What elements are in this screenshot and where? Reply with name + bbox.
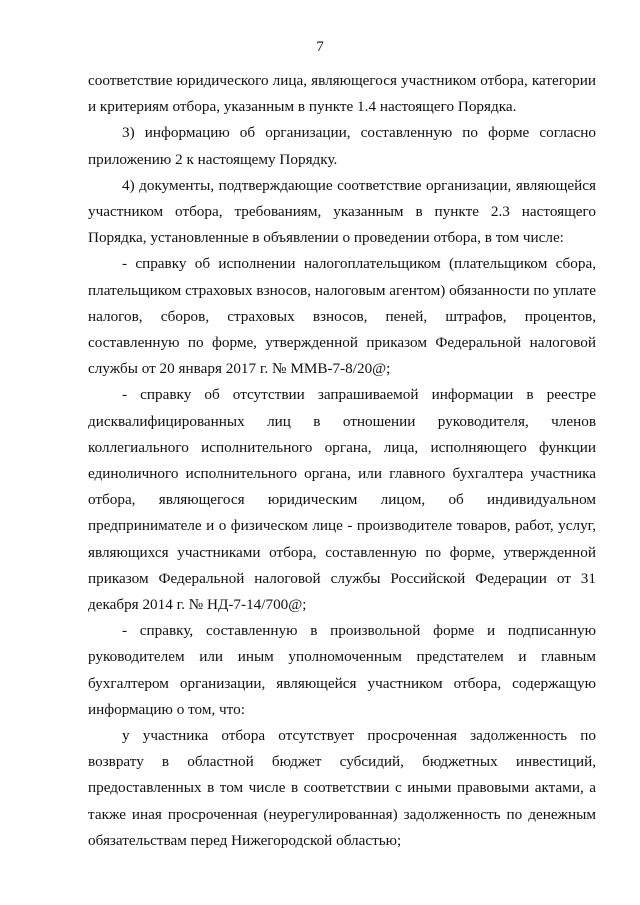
paragraph-continuation: соответствие юридического лица, являющегося участником отбора, категории и критериям отбора, указанным в пункте 1.4 настоящего Порядка. <box>88 72 596 116</box>
list-item-free-form-certificate: - справку, составленную в произвольной форме и подписанную руководителем или иным уполномоченным предстателем и главным бухгалтером организации, являющейся участником отбора, содержащую информацию о том, что: <box>88 622 596 718</box>
paragraph-item-4: 4) документы, подтверждающие соответствие организации, являющейся участником отбора, требованиям, указанным в пункте 2.3 настоящего Порядка, установленные в объявлении о проведении отбора, в том числе: <box>88 176 596 247</box>
body-text <box>88 68 596 854</box>
paragraph-item-3: 3) информацию об организации, составленную по форме согласно приложению 2 к настоящему Порядку. <box>88 124 596 168</box>
list-item-no-overdue-debt: у участника отбора отсутствует просроченная задолженность по возврату в областной бюджет субсидий, бюджетных инвестиций, предоставленных в том числе в соответствии с иными правовыми актами, а также иная просроченная (неурегулированная) задолженность по денежным обязательствам перед Нижегородской областью; <box>88 727 596 849</box>
list-item-tax-certificate: - справку об исполнении налогоплательщиком (плательщиком сбора, плательщиком страховых взносов, налоговым агентом) обязанности по уплате налогов, сборов, страховых взносов, пеней, штрафов, процентов, составленную по форме, утвержденной приказом Федеральной налоговой службы от 20 января 2017 г. № ММВ-7-8/20@; <box>88 255 596 378</box>
list-item-disqualified-persons-certificate: - справку об отсутствии запрашиваемой информации в реестре дисквалифицированных лиц в отношении руководителя, членов коллегиального исполнительного органа, лица, исполняющего функции единоличного исполнительного органа, или главного бухгалтера участника отбора, являющегося юридическим лицом, об индивидуальном предпринимателе и о физическом лице - производителе товаров, работ, услуг, являющихся участниками отбора, составленную по форме, утвержденной приказом Федеральной налоговой службы Российской Федерации от 31 декабря 2014 г. № НД-7-14/700@; <box>88 386 596 614</box>
page-number: 7 <box>316 39 324 55</box>
